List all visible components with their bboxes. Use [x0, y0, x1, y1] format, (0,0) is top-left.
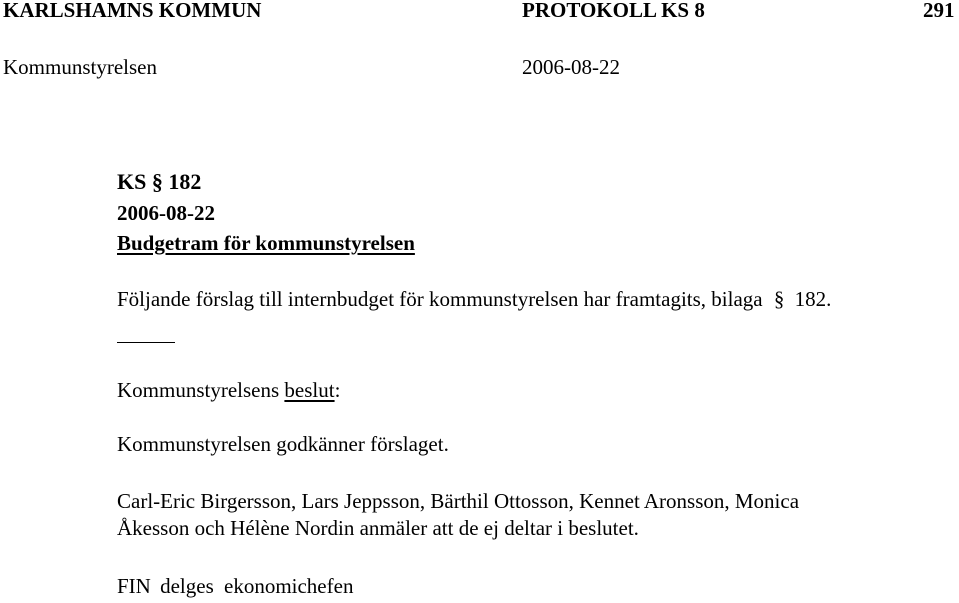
decision-heading-prefix: Kommunstyrelsens: [117, 378, 285, 402]
distribution-line: [117, 576, 353, 597]
section-number-value: 182: [168, 169, 202, 194]
separator-rule: [117, 342, 175, 343]
distribution-label: delges: [160, 574, 214, 598]
decision-heading-colon: :: [334, 378, 341, 402]
intro-paragraph-symbol: §: [773, 287, 785, 311]
section-code: KS: [117, 169, 147, 194]
protocol-date: 2006-08-22: [522, 55, 620, 79]
organization-name: KARLSHAMNS KOMMUN: [3, 0, 262, 22]
abstention-line-2: Åkesson och Hélène Nordin anmäler att de ej deltar i beslutet.: [117, 516, 639, 540]
intro-paragraph: [117, 289, 831, 310]
section-title: Budgetram för kommunstyrelsen: [117, 231, 415, 255]
distribution-code: FIN: [117, 574, 151, 598]
intro-attachment-ref: 182.: [794, 287, 832, 311]
decision-text: Kommunstyrelsen godkänner förslaget.: [117, 432, 449, 456]
protocol-label: PROTOKOLL KS 8: [522, 0, 705, 22]
intro-text: Följande förslag till internbudget för kommunstyrelsen har framtagits, bilaga: [117, 287, 763, 311]
decision-heading: [117, 380, 340, 401]
abstention-line-1: Carl-Eric Birgersson, Lars Jeppsson, Bärthil Ottosson, Kennet Aronsson, Monica: [117, 489, 800, 513]
distribution-recipient: ekonomichefen: [224, 574, 354, 598]
page-number: 291: [923, 0, 955, 22]
section-date: 2006-08-22: [117, 201, 215, 225]
section-symbol: §: [151, 169, 163, 194]
section-number: [117, 171, 201, 193]
decision-heading-word: beslut: [284, 378, 335, 402]
board-name: Kommunstyrelsen: [3, 55, 157, 79]
